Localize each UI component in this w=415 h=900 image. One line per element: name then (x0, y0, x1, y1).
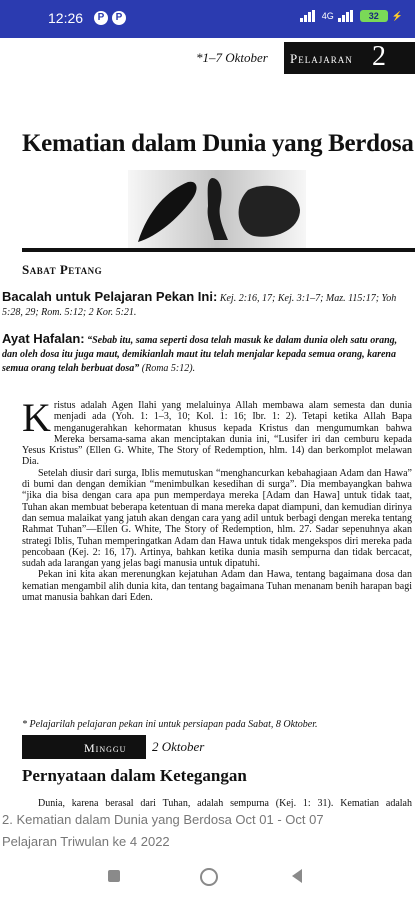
paragraph: Pekan ini kita akan merenungkan kejatuhan Adam dan Hawa, tentang bagaimana dosa dan kematian mengambil alih dunia kita, dan tentang bagaimana Tuhan menanam benih harapan bagi umat manusia bahkan dari Eden. (22, 569, 412, 604)
home-icon[interactable] (200, 868, 218, 886)
back-icon[interactable] (292, 869, 302, 883)
title-divider (22, 248, 415, 252)
day-label: Minggu (84, 741, 127, 755)
drop-cap: K (22, 395, 51, 440)
caption-subtitle: Pelajaran Triwulan ke 4 2022 (2, 834, 170, 849)
charging-icon: ⚡ (391, 10, 403, 21)
memory-text: “Sebab itu, sama seperti dosa telah masuk ke dalam dunia oleh satu orang, dan oleh dosa itu juga maut, demikianlah maut itu telah menjalar kepada semua orang, karena semua orang telah berbuat dosa” (2, 335, 398, 374)
memory-label: Ayat Hafalan: (2, 331, 85, 346)
status-bar (0, 0, 415, 38)
lesson-number: 2 (372, 41, 386, 72)
day-subtitle: Pernyataan dalam Ketegangan (22, 766, 247, 785)
lesson-dates: *1–7 Oktober (196, 50, 268, 65)
illustration-image (128, 170, 306, 248)
status-time: 12:26 (48, 10, 84, 26)
day-date: 2 Oktober (152, 739, 205, 754)
paragraph-text: ristus adalah Agen Ilahi yang melaluinya Allah membawa alam semesta dan dunia menjadi ada (Yoh. 1: 1–3, 10; Kol. 1: 16; Ibr. 1: 2). Tetapi ketika Allah Bapa menganugerahkan kehormatan khusus kepada Kristus dan mengumumkan bahwa Mereka bersama-sama akan menciptakan dunia ini, “Lusifer iri dan cemburu kepada Yesus Kristus” (Ellen G. White, The Story of Redemption, hlm. 14) dan berkomplot melawan Dia. (22, 400, 412, 468)
document-caption[interactable] (0, 808, 415, 854)
sim-signal-icon (300, 10, 318, 22)
reading-block (2, 290, 412, 320)
reading-label: Bacalah untuk Pelajaran Pekan Ini: (2, 289, 218, 304)
paragraph (22, 395, 412, 468)
p-notification-icon: P (94, 11, 108, 25)
wifi-signal-icon (338, 10, 356, 22)
lesson-body (22, 395, 412, 604)
network-type: 4G (321, 11, 334, 21)
notification-icons (94, 11, 126, 25)
paragraph: Setelah diusir dari surga, Iblis memutuskan “menghancurkan kebahagiaan Adam dan Hawa” di bumi dan dengan demikian “menimbulkan kesedihan di surga”. Dia membayangkan bahwa “jika dia bisa dengan cara apa pun memperdaya mereka [Adam dan Hawa] untuk tidak taat, Tuhan akan membuat beberapa ketentuan di mana mereka dapat diampuni, dan kemudian dirinya dan semua malaikat yang jatuh akan dengan cara yang adil untuk berbagi dengan mereka tentang Rahmat Tuhan”—Ellen G. White, The Story of Redemption, hlm. 27. Sadar sepenuhnya akan strategi Iblis, Tuhan memperingatkan Adam dan Hawa untuk tidak mengekspos diri mereka pada pencobaan (Kej. 2: 16, 17). Artinya, bahkan ketika dunia masih sempurna dan tidak bercacat, sudah ada larangan yang jelas bagi manusia untuk dipatuhi. (22, 467, 412, 570)
lesson-page[interactable] (0, 38, 415, 808)
lesson-label: Pelajaran (290, 51, 353, 66)
memory-ref: (Roma 5:12). (141, 363, 196, 374)
day-badge (22, 735, 146, 759)
battery-icon: 32 (360, 10, 388, 22)
caption-title: 2. Kematian dalam Dunia yang Berdosa Oct 01 - Oct 07 (2, 812, 324, 827)
reading-refs: Kej. 2:16, 17; Kej. 3:1–7; Maz. 115:17; Yoh 5:28, 29; Rom. 5:12; 2 Kor. 5:21. (2, 293, 397, 318)
lesson-badge (284, 42, 415, 74)
memory-verse-block (2, 332, 412, 376)
recent-apps-icon[interactable] (108, 870, 120, 882)
navigation-bar (0, 854, 415, 900)
page-title: Kematian dalam Dunia yang Berdosa (22, 130, 414, 157)
section-day: Sabat Petang (22, 262, 103, 277)
day-body (22, 798, 412, 808)
paragraph: Dunia, karena berasal dari Tuhan, adalah sempurna (Kej. 1: 31). Kematian adalah (38, 798, 412, 808)
footnote: * Pelajarilah pelajaran pekan ini untuk persiapan pada Sabat, 8 Oktober. (22, 719, 318, 730)
p-notification-icon: P (112, 11, 126, 25)
status-right (300, 10, 403, 22)
